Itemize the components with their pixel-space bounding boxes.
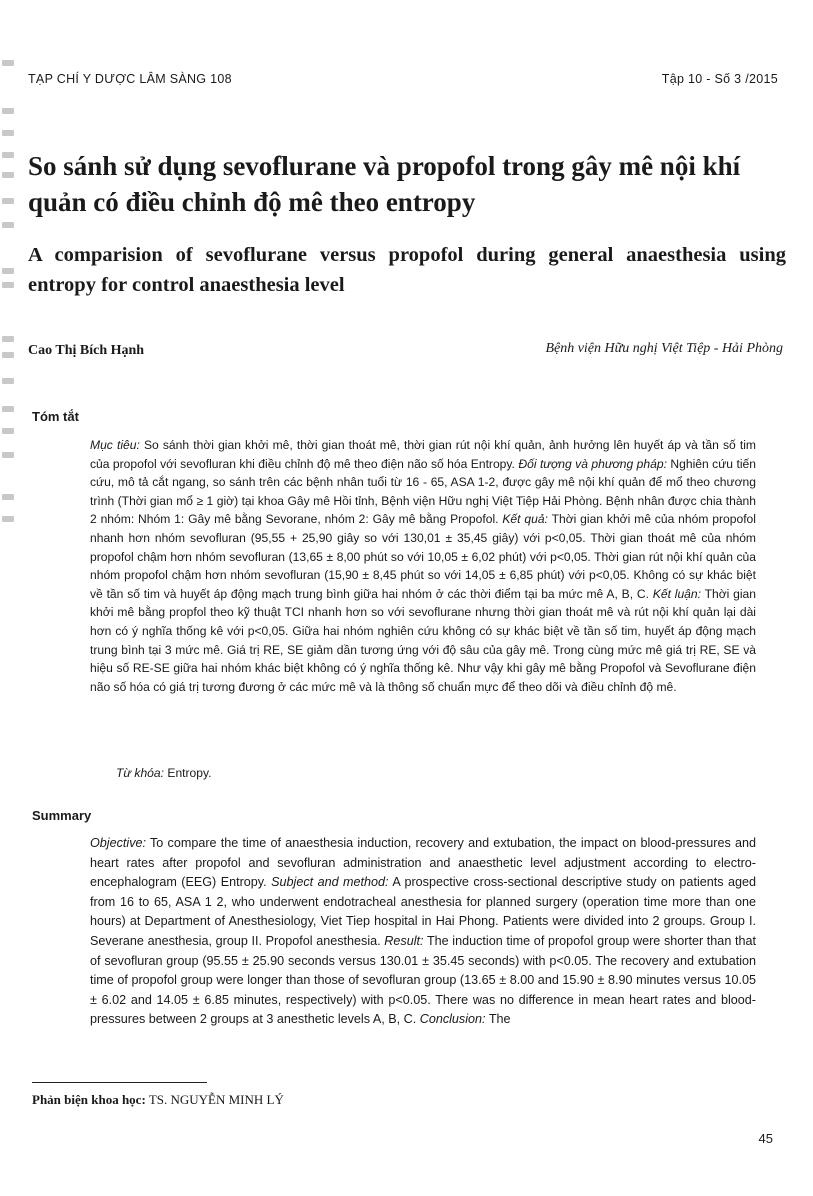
- conclusion-text: Thời gian khởi mê bằng propfol theo kỹ thuật TCI nhanh hơn so với sevoflurane nhưng thời gian thoát mê và rút nội khí quản lại dài hơn có ý nghĩa thống kê với p<0,05. Giữa hai nhóm nghiên cứu không có sự khác biệt về tần số tim, huyết áp động mạch trung bình tại 3 mức mê. Giá trị RE, SE giảm dần tương ứng với độ sâu của gây mê. Trong cùng mức mê giá trị RE, SE và hiệu số RE-SE giữa hai nhóm khác biệt không có ý nghĩa thống kê. Như vậy khi gây mê bằng Propofol và Sevoflurane điện não số hóa có giá trị tương đương ở các mức mê và là thông số chuẩn mực để theo dõi và điều chỉnh độ mê.: [90, 586, 756, 694]
- result-text: Thời gian khởi mê của nhóm propofol nhanh hơn nhóm sevofluran (95,55 + 25,90 giây so với 130,01 ± 35,45 giây) với p<0,05. Thời gian thoát mê của nhóm propofol chậm hơn nhóm sevofluran (13,65 ± 8,00 phút so với 10,05 ± 6,02 phút) với p<0,05. Thời gian rút nội khí quản của nhóm propofol chậm hơn nhóm sevofluran (15,90 ± 8,45 phút so với 14,05 ± 6,85 phút) với p<0,05. Không có sự khác biệt về tần số tim và huyết áp động mạch trung bình giữa hai nhóm ở các thời điểm tại ba mức mê A, B, C.: [90, 512, 756, 601]
- result-text-en: The induction time of propofol group were shorter than that of sevofluran group (95.55 ± 25.90 seconds versus 130.01 ± 35.45 seconds) with p<0.05. The recovery and extubation time of propofol group were longer than those of sevofluran group (13.65 ± 8.00 and 15.90 ± 8.90 minutes versus 10.05 ± 6.02 and 14.05 ± 6.85 minutes, respectively) with p<0.05. There was no difference in mean heart rates and blood-pressures between 2 groups at 3 anesthetic levels A, B, C.: [90, 933, 756, 1027]
- method-label: Đối tượng và phương pháp:: [518, 456, 667, 471]
- objective-text-en: To compare the time of anaesthesia induction, recovery and extubation, the impact on blood-pressures and heart rates after propofol and sevofluran administration and anaesthetic level adjustment according to electro-encephalogram (EEG) Entropy.: [90, 836, 756, 890]
- conclusion-label: Kết luận:: [652, 586, 701, 601]
- abstract-vn-heading: Tóm tắt: [32, 409, 79, 424]
- author-name: Cao Thị Bích Hạnh: [28, 343, 145, 358]
- objective-label: Mục tiêu:: [90, 438, 140, 452]
- method-label-en: Subject and method:: [271, 875, 389, 890]
- reviewer-footnote: [32, 1092, 284, 1108]
- scan-margin-artifacts: [0, 60, 20, 530]
- page-number: 45: [758, 1131, 773, 1146]
- result-label: Kết quả:: [502, 512, 548, 527]
- issue-info: Tập 10 - Số 3 /2015: [661, 72, 778, 86]
- objective-label-en: Objective:: [90, 836, 146, 850]
- abstract-vietnamese: [90, 436, 756, 696]
- keywords-text: Entropy.: [167, 766, 212, 780]
- reviewer-name: TS. NGUYỄN MINH LÝ: [148, 1092, 284, 1107]
- objective-text: So sánh thời gian khởi mê, thời gian thoát mê, thời gian rút nội khí quản, ảnh hưởng lên huyết áp và tần số tim của propofol với sevofluran khi điều chỉnh độ mê theo điện não số hóa Entropy.: [90, 438, 756, 471]
- abstract-en-heading: Summary: [32, 808, 92, 823]
- author-affiliation: Bệnh viện Hữu nghị Việt Tiệp - Hải Phòng: [545, 341, 783, 356]
- abstract-english: [90, 834, 756, 1030]
- method-text-en: A prospective cross-sectional descriptive study on patients aged from 16 to 65, ASA 1 2, who underwent endotracheal anesthesia for planned surgery (operation time more than one hours) at Department of Anesthesiology, Viet Tiep hospital in Hai Phong. Patients were divided into 2 groups. Group I. Severane anesthesia, group II. Propofol anesthesia.: [90, 875, 757, 948]
- conclusion-text-en: The: [488, 1012, 511, 1027]
- conclusion-label-en: Conclusion:: [419, 1012, 486, 1027]
- keywords: [116, 766, 212, 780]
- title-english: A comparision of sevoflurane versus propofol during general anaesthesia using entropy for control anaesthesia level: [28, 244, 786, 296]
- title-vietnamese: So sánh sử dụng sevoflurane và propofol trong gây mê nội khí quản có điều chỉnh độ mê theo entropy: [28, 151, 741, 217]
- footnote-divider: [32, 1082, 207, 1083]
- keywords-label: Từ khóa:: [116, 766, 164, 780]
- result-label-en: Result:: [384, 933, 424, 948]
- journal-name: TẠP CHÍ Y DƯỢC LÂM SÀNG 108: [28, 72, 232, 86]
- method-text: Nghiên cứu tiến cứu, mô tả cắt ngang, so sánh trên các bệnh nhân tuổi từ 16 - 65, ASA 1-2, được gây mê nội khí quản để mổ theo chương trình (Thời gian mổ ≥ 1 giờ) tại khoa Gây mê Hồi tỉnh, Bệnh viện Hữu nghị Việt Tiệp Hải Phòng. Bệnh nhân được chia thành 2 nhóm: Nhóm 1: Gây mê bằng Sevorane, nhóm 2: Gây mê bằng Propofol.: [90, 456, 756, 527]
- reviewer-label: Phản biện khoa học:: [32, 1092, 146, 1107]
